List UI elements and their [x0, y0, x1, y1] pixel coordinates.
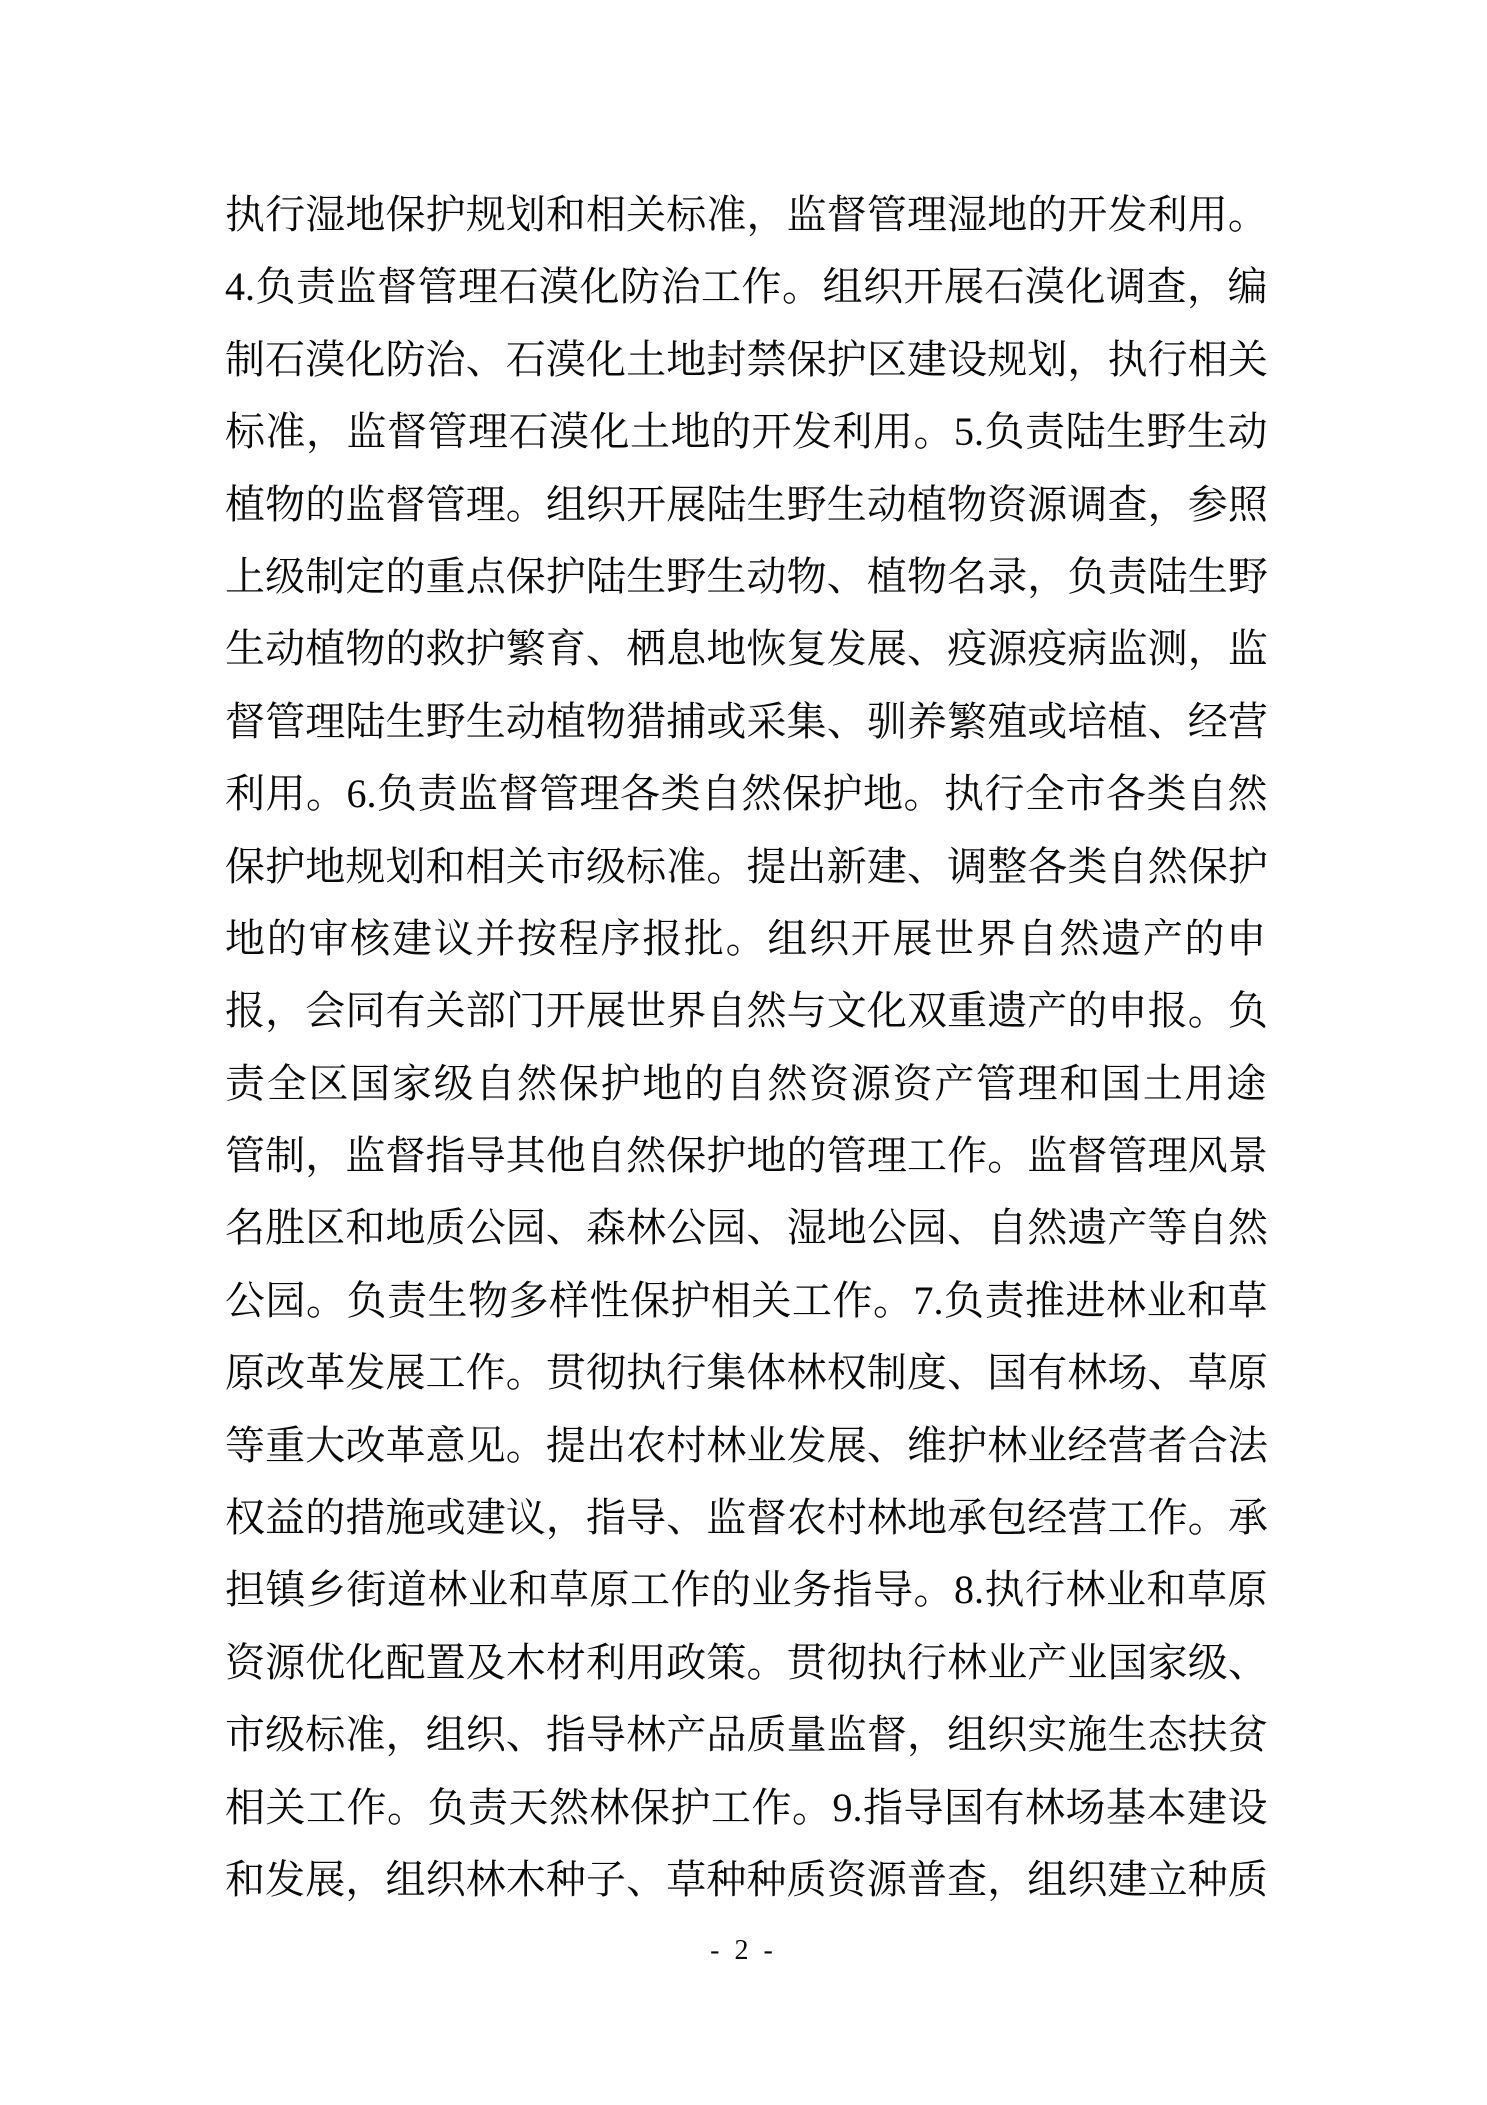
text-line: 原改革发展工作。贯彻执行集体林权制度、国有林场、草原: [225, 1350, 1268, 1396]
text-line: 责全区国家级自然保护地的自然资源资产管理和国土用途: [225, 1060, 1268, 1106]
text-line: 公园。负责生物多样性保护相关工作。7.负责推进林业和草: [225, 1277, 1268, 1323]
page-number: - 2 -: [710, 1935, 777, 1966]
text-line: 市级标准，组织、指导林产品质量监督，组织实施生态扶贫: [225, 1712, 1268, 1758]
text-line: 和发展，组织林木种子、草种种质资源普查，组织建立种质: [225, 1856, 1268, 1902]
text-line: 植物的监督管理。组织开展陆生野生动植物资源调查，参照: [225, 481, 1268, 527]
text-line: 地的审核建议并按程序报批。组织开展世界自然遗产的申: [225, 915, 1268, 961]
text-line: 资源优化配置及木材利用政策。贯彻执行林业产业国家级、: [225, 1639, 1268, 1685]
text-line: 担镇乡街道林业和草原工作的业务指导。8.执行林业和草原: [225, 1567, 1268, 1613]
text-line: 报，会同有关部门开展世界自然与文化双重遗产的申报。负: [225, 988, 1268, 1034]
text-line: 利用。6.负责监督管理各类自然保护地。执行全市各类自然: [225, 771, 1268, 817]
text-line: 相关工作。负责天然林保护工作。9.指导国有林场基本建设: [225, 1784, 1268, 1830]
text-line: 执行湿地保护规划和相关标准，监督管理湿地的开发利用。: [225, 192, 1268, 237]
text-line: 等重大改革意见。提出农村林业发展、维护林业经营者合法: [225, 1422, 1268, 1468]
text-line: 上级制定的重点保护陆生野生动物、植物名录，负责陆生野: [225, 553, 1268, 599]
body-text: [225, 179, 1268, 1916]
text-line: 4.负责监督管理石漠化防治工作。组织开展石漠化调查，编: [225, 264, 1268, 310]
text-line: 督管理陆生野生动植物猎捕或采集、驯养繁殖或培植、经营: [225, 698, 1268, 744]
text-line: 权益的措施或建议，指导、监督农村林地承包经营工作。承: [225, 1495, 1268, 1541]
text-line: 管制，监督指导其他自然保护地的管理工作。监督管理风景: [225, 1133, 1268, 1179]
text-line: 标准，监督管理石漠化土地的开发利用。5.负责陆生野生动: [225, 409, 1268, 455]
text-line: 保护地规划和相关市级标准。提出新建、调整各类自然保护: [225, 843, 1268, 889]
text-line: 生动植物的救护繁育、栖息地恢复发展、疫源疫病监测，监: [225, 626, 1268, 672]
text-line: 制石漠化防治、石漠化土地封禁保护区建设规划，执行相关: [225, 336, 1268, 382]
text-line: 名胜区和地质公园、森林公园、湿地公园、自然遗产等自然: [225, 1205, 1268, 1251]
